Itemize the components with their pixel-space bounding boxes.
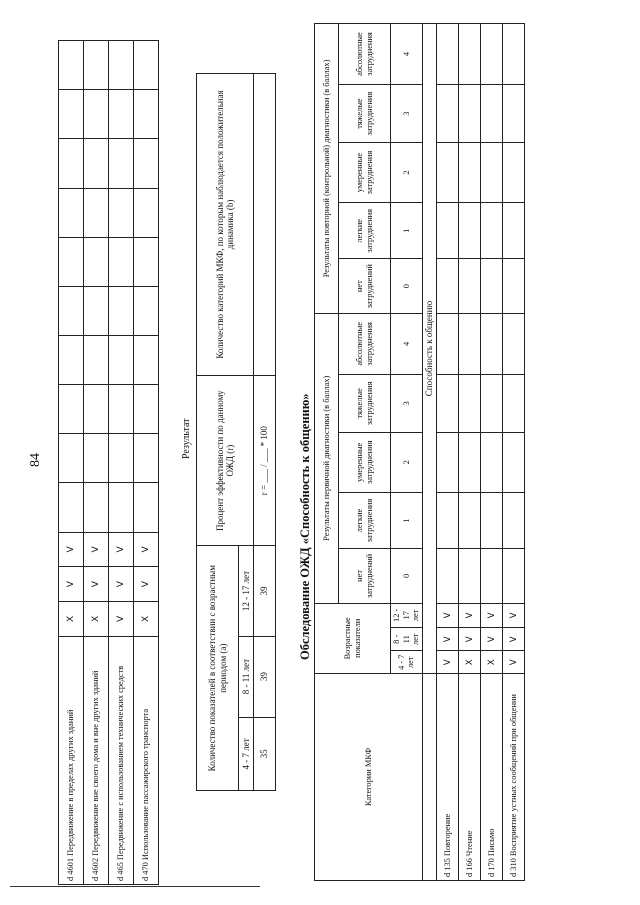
communication-table: [314, 23, 525, 881]
level-num: 4: [391, 24, 423, 85]
page-number: 84: [28, 453, 43, 467]
level-num: 1: [391, 203, 423, 259]
mark: V: [502, 628, 524, 651]
table-row: [84, 41, 109, 885]
section-label: Способность к общению: [422, 24, 436, 674]
level-num: 1: [391, 492, 423, 548]
mark: X: [84, 602, 109, 637]
cat-header: Категории МКФ: [315, 674, 423, 881]
level-num: 3: [391, 85, 423, 143]
count-12-17: 39: [254, 546, 276, 636]
table-row: [436, 24, 458, 881]
level-2: умеренные затруднения: [339, 432, 391, 492]
category-label: d 170 Письмо: [480, 674, 502, 881]
mark: V: [480, 628, 502, 651]
level-4: абсолютные затруднения: [339, 313, 391, 374]
level-2: умеренные затруднения: [339, 143, 391, 203]
age-8-11: 8 - 11 лет: [391, 628, 423, 651]
mark: V: [109, 567, 134, 602]
level-0: нет затруднений: [339, 259, 391, 313]
mark: V: [436, 603, 458, 627]
table-row: [458, 24, 480, 881]
count-8-11: 39: [254, 636, 276, 717]
table-row: [502, 24, 524, 881]
mark: V: [109, 532, 134, 567]
formula: r = ___ / ___ * 100: [254, 375, 276, 546]
category-label: d 4601 Передвижение в пределах других зданий: [59, 636, 84, 884]
mark: V: [436, 651, 458, 674]
mark: X: [480, 651, 502, 674]
table-row: [480, 24, 502, 881]
table-row: [134, 41, 159, 885]
mark: V: [502, 651, 524, 674]
level-3: тяжелые затруднения: [339, 374, 391, 432]
mark: X: [458, 651, 480, 674]
level-1: легкие затруднения: [339, 492, 391, 548]
primary-header: Результаты первичной диагностики (в баллах): [315, 313, 339, 603]
category-label: d 4602 Передвижение вне своего дома и вне других зданий: [84, 636, 109, 884]
table-row: [109, 41, 134, 885]
mark: V: [458, 603, 480, 627]
mark: V: [59, 567, 84, 602]
mark: V: [436, 628, 458, 651]
level-num: 2: [391, 143, 423, 203]
mark: V: [458, 628, 480, 651]
age-12-17: 12 - 17 лет: [239, 546, 254, 636]
level-num: 0: [391, 549, 423, 603]
mark: X: [134, 602, 159, 637]
col-b-header: Количество категорий МКФ, по которым наблюдается положительная динамика (b): [197, 74, 254, 376]
mark: V: [84, 567, 109, 602]
level-4: абсолютные затруднения: [339, 24, 391, 85]
page-edge-line: [10, 886, 260, 887]
count-4-7: 35: [254, 717, 276, 790]
mark: V: [134, 567, 159, 602]
category-label: d 465 Передвижение с использованием технических средств: [109, 636, 134, 884]
col-a-header: Количество показателей в соответствии с возрастным периодом (a): [197, 546, 239, 791]
exam-title: Обследование ОЖД «Способность к общению»: [298, 393, 312, 660]
category-label: d 166 Чтение: [458, 674, 480, 881]
result-label: Результат: [181, 418, 192, 459]
mark: V: [109, 602, 134, 637]
mark: V: [59, 532, 84, 567]
age-4-7: 4 - 7 лет: [391, 651, 423, 674]
mobility-table: [58, 40, 159, 885]
repeat-header: Результаты повторной (контрольной) диагностики (в баллах): [315, 24, 339, 314]
mark: V: [84, 532, 109, 567]
result-table: [196, 73, 276, 791]
level-3: тяжелые затруднения: [339, 85, 391, 143]
category-label: d 310 Восприятие устных сообщений при общении: [502, 674, 524, 881]
level-num: 2: [391, 432, 423, 492]
level-1: легкие затруднения: [339, 203, 391, 259]
age-8-11: 8 - 11 лет: [239, 636, 254, 717]
mark: V: [480, 603, 502, 627]
level-num: 4: [391, 313, 423, 374]
age-12-17: 12 - 17 лет: [391, 603, 423, 627]
mark: X: [59, 602, 84, 637]
mark: V: [502, 603, 524, 627]
age-header: Возрастные показатели: [315, 603, 391, 673]
category-label: d 135 Повторение: [436, 674, 458, 881]
mark: V: [134, 532, 159, 567]
level-num: 3: [391, 374, 423, 432]
table-row: [59, 41, 84, 885]
age-4-7: 4 - 7 лет: [239, 717, 254, 790]
category-label: d 470 Использование пассажирского транспорта: [134, 636, 159, 884]
col-r-header: Процент эффективности по данному ОЖД (r): [197, 375, 254, 546]
level-0: нет затруднений: [339, 549, 391, 603]
level-num: 0: [391, 259, 423, 313]
